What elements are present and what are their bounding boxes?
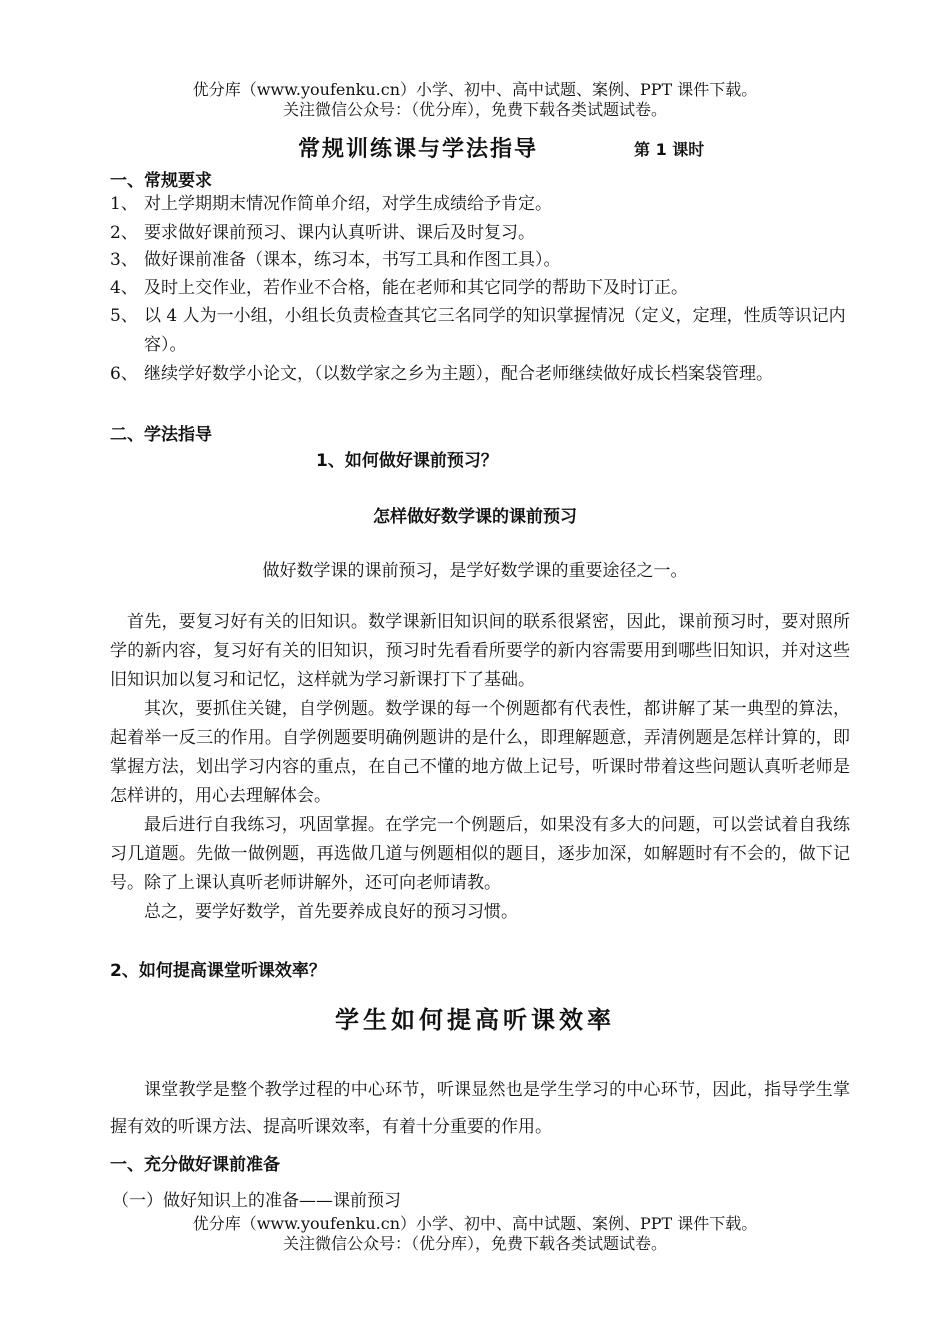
list-item bbox=[110, 246, 850, 275]
list-item-number: 3、 bbox=[110, 250, 138, 270]
sub-section-heading: 一、充分做好课前准备 bbox=[110, 1155, 280, 1175]
list-item bbox=[110, 190, 850, 219]
header-line-1: 优分库（www.youfenku.cn）小学、初中、高中试题、案例、PPT 课件下载。 bbox=[192, 80, 758, 99]
list-item-text: 做好课前准备（课本，练习本，书写工具和作图工具）。 bbox=[144, 250, 561, 270]
paragraph-text: 总之，要学好数学，首先要养成良好的预习习惯。 bbox=[144, 902, 518, 922]
list-item-text: 继续学好数学小论文，（以数学家之乡为主题），配合老师继续做好成长档案袋管理。 bbox=[144, 364, 773, 384]
paragraph-text: 最后进行自我练习，巩固掌握。在学完一个例题后，如果没有多大的问题，可以尝试着自我练习几道题。先做一做例题，再选做几道与例题相似的题目，逐步加深，如解题时有不会的，做下记号。除了上课认真听老师讲解外，还可向老师请教。 bbox=[110, 815, 850, 893]
lesson-label: 第 1 课时 bbox=[634, 140, 705, 159]
article-2-intro: 课堂教学是整个教学过程的中心环节，听课显然也是学生学习的中心环节，因此，指导学生掌握有效的听课方法、提高听课效率，有着十分重要的作用。 bbox=[110, 1080, 850, 1137]
page-title: 常规训练课与学法指导 bbox=[298, 137, 539, 162]
list-item bbox=[110, 274, 850, 303]
list-item-text: 以 4 人为一小组，小组长负责检查其它三名同学的知识掌握情况（定义，定理，性质等识记内容）。 bbox=[144, 306, 846, 355]
header-line-2: 关注微信公众号：（优分库），免费下载各类试题试卷。 bbox=[282, 100, 667, 119]
footer-line-1: 优分库（www.youfenku.cn）小学、初中、高中试题、案例、PPT 课件下载。 bbox=[192, 1214, 758, 1233]
article-1-title: 怎样做好数学课的课前预习 bbox=[373, 507, 577, 527]
article-1-lead: 做好数学课的课前预习，是学好数学课的重要途径之一。 bbox=[262, 561, 688, 581]
article-1-paragraph bbox=[110, 608, 850, 927]
section-heading-study-methods: 二、学法指导 bbox=[110, 425, 212, 445]
list-item bbox=[110, 360, 850, 389]
list-item-number: 2、 bbox=[110, 223, 138, 243]
question-2: 2、如何提高课堂听课效率？ bbox=[110, 961, 326, 981]
list-item bbox=[110, 302, 850, 360]
paragraph-text: 其次，要抓住关键，自学例题。数学课的每一个例题都有代表性，都讲解了某一典型的算法，起着举一反三的作用。自学例题要明确例题讲的是什么，即理解题意，弄清例题是怎样计算的，即掌握方法，划出学习内容的重点，在自己不懂的地方做上记号，听课时带着这些问题认真听老师是怎样讲的，用心去理解体会。 bbox=[110, 699, 850, 806]
list-item-number: 5、 bbox=[110, 306, 138, 326]
sub-section-item: （一）做好知识上的准备——课前预习 bbox=[112, 1191, 401, 1211]
paragraph-text: 首先，要复习好有关的旧知识。数学课新旧知识间的联系很紧密，因此，课前预习时，要对照所学的新内容，复习好有关的旧知识，预习时先看看所要学的新内容需要用到哪些旧知识，并对这些旧知识加以复习和记忆，这样就为学习新课打下了基础。 bbox=[110, 612, 850, 690]
footer-line-2: 关注微信公众号：（优分库），免费下载各类试题试卷。 bbox=[282, 1234, 667, 1253]
list-item-text: 要求做好课前预习、课内认真听讲、课后及时复习。 bbox=[144, 223, 535, 243]
list-item-text: 及时上交作业，若作业不合格，能在老师和其它同学的帮助下及时订正。 bbox=[144, 278, 688, 298]
list-item-number: 1、 bbox=[110, 194, 138, 214]
list-item-number: 6、 bbox=[110, 364, 138, 384]
list-item-number: 4、 bbox=[110, 278, 138, 298]
list-item-text: 对上学期期末情况作简单介绍，对学生成绩给予肯定。 bbox=[144, 194, 552, 214]
list-item bbox=[110, 219, 850, 248]
article-2-title: 学生如何提高听课效率 bbox=[335, 1006, 615, 1034]
title-row bbox=[0, 132, 950, 164]
question-1: 1、如何做好课前预习？ bbox=[316, 451, 498, 471]
section-heading-requirements: 一、常规要求 bbox=[110, 171, 212, 191]
